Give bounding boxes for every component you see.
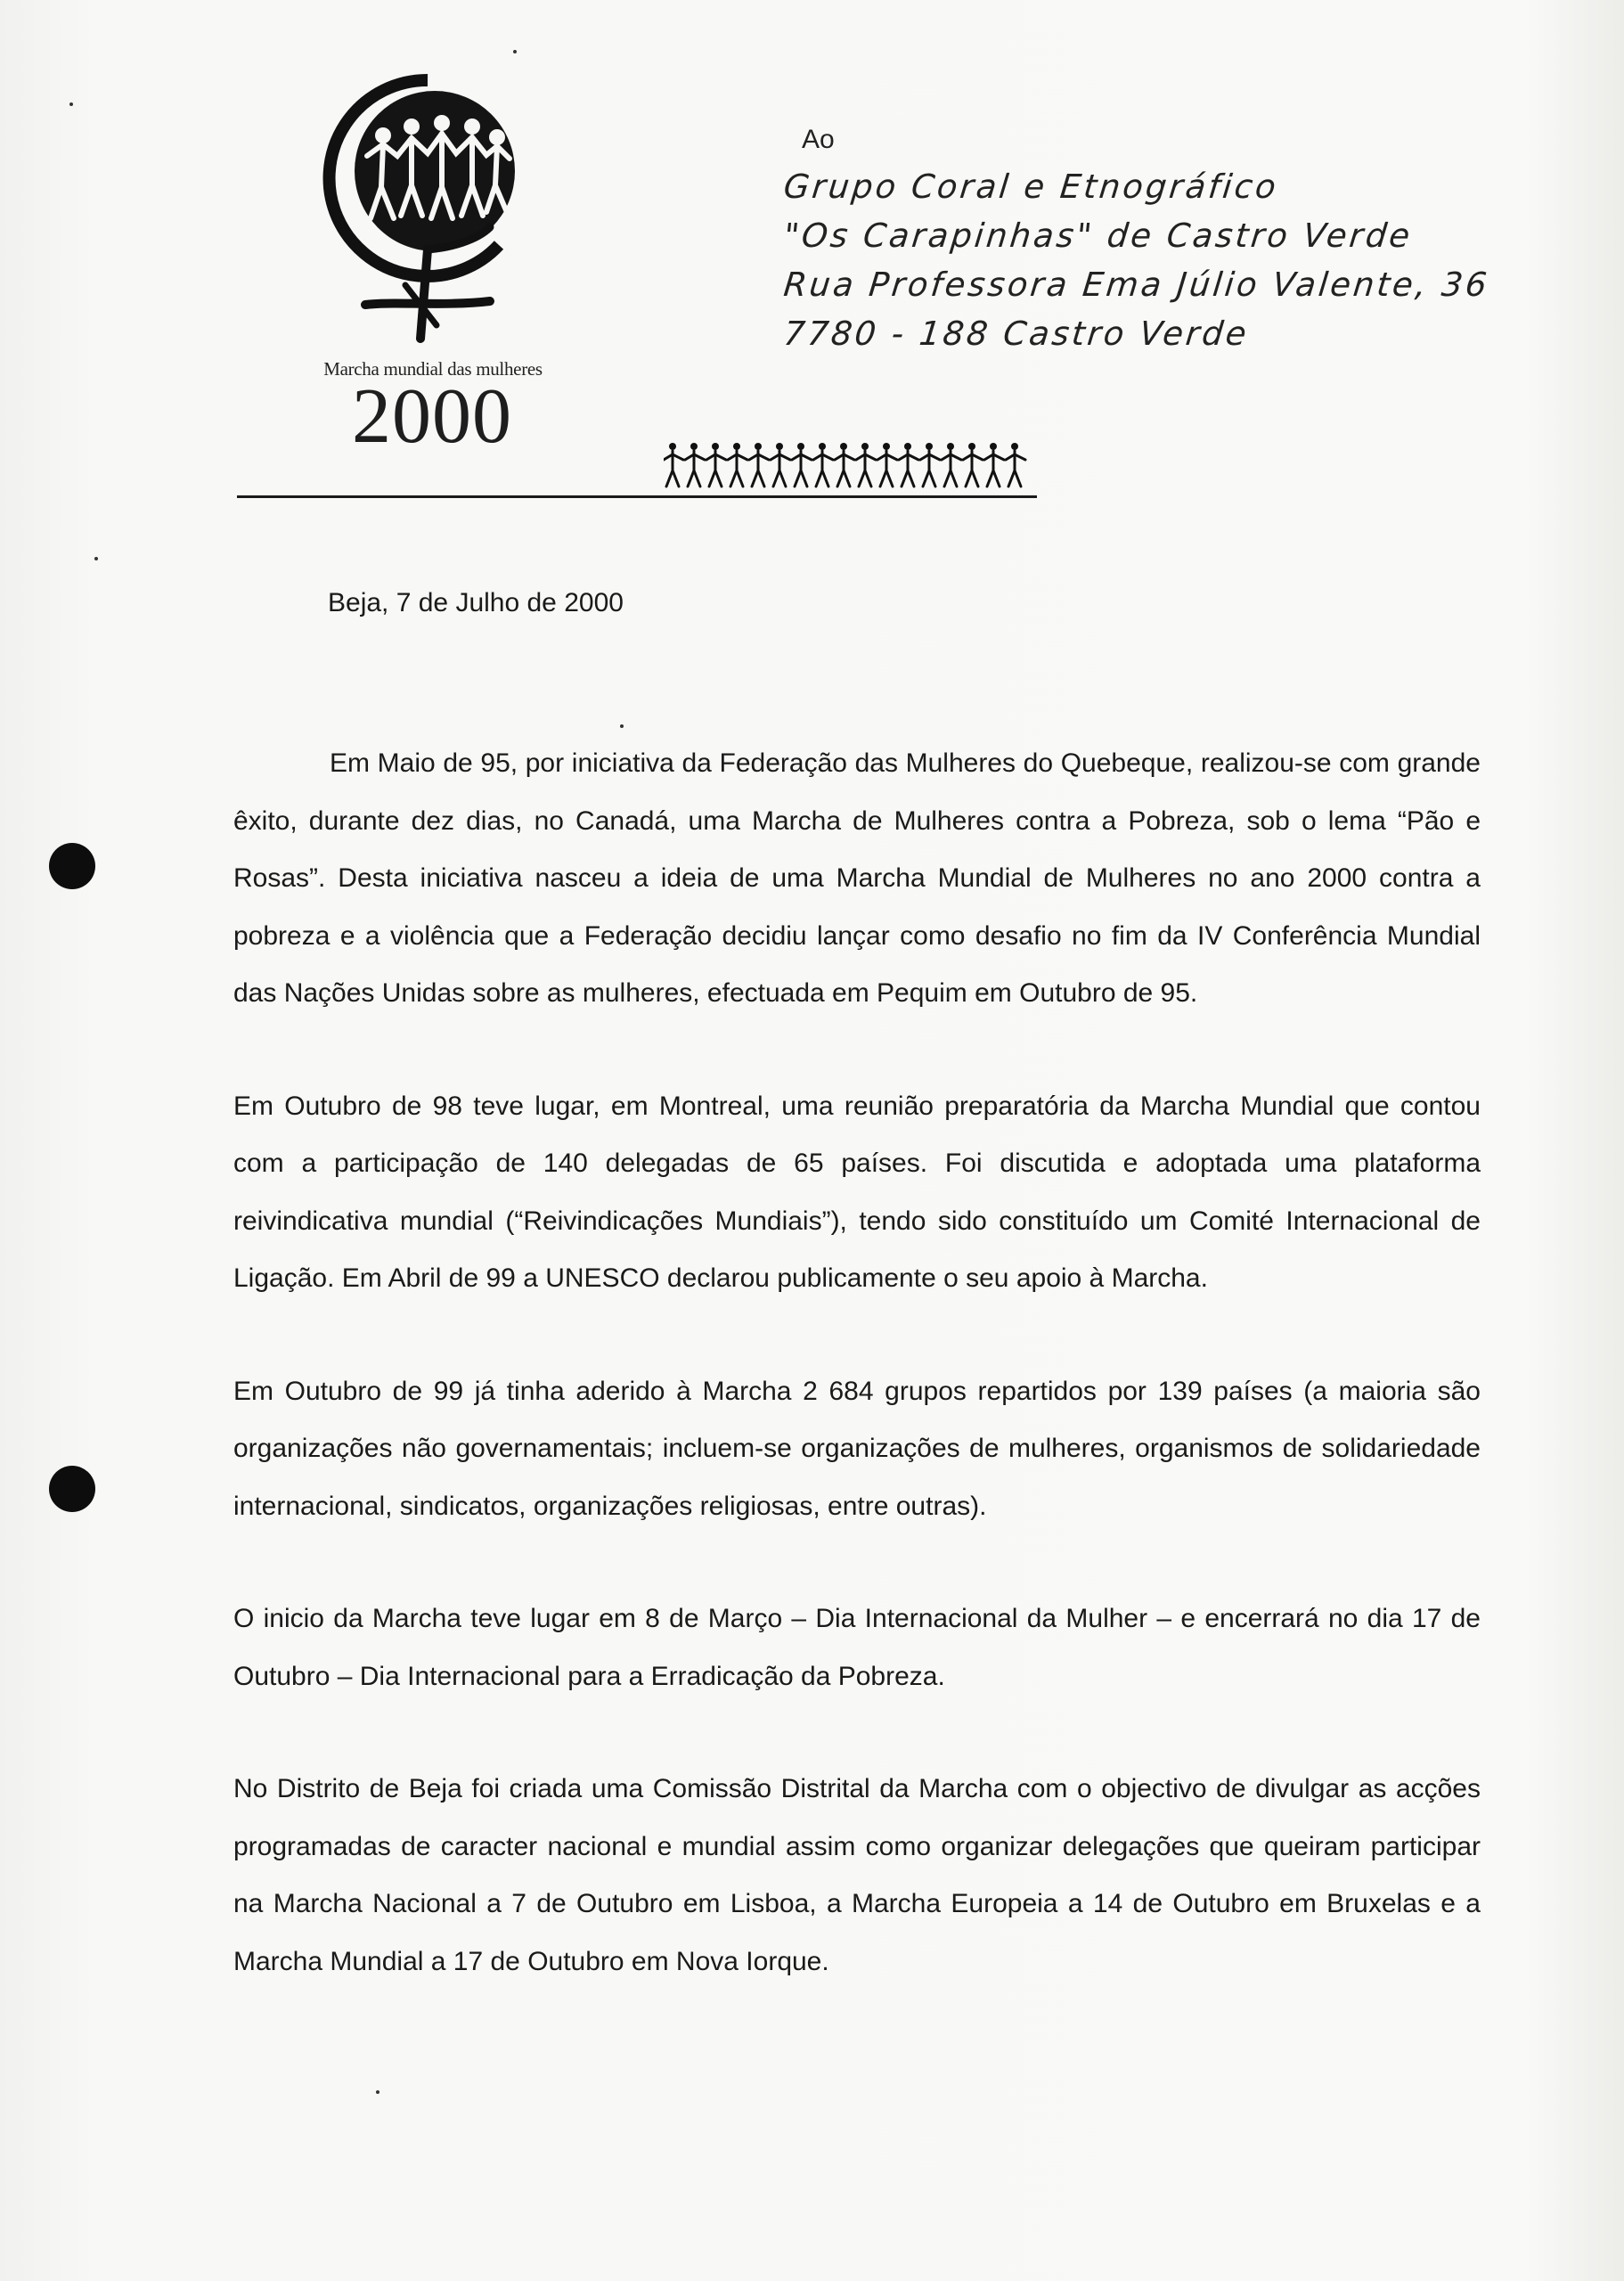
marching-figure [856,451,876,486]
paper-speck [94,557,98,560]
marching-figure [771,451,790,486]
body-paragraph: Em Outubro de 99 já tinha aderido à Marcha 2 684 grupos repartidos por 139 países (a maioria são organizações não governamentais; incluem-se organizações de mulheres, organismos de solidariedade internacional, sindicatos, organizações religiosas, entre outras). [233,1376,1481,1521]
marching-figure-head [669,443,676,450]
marching-figure-head [797,443,804,450]
letter-date: Beja, 7 de Julho de 2000 [328,588,624,617]
paper-speck [69,102,73,106]
body-paragraph: No Distrito de Beja foi criada uma Comissão Distrital da Marcha com o objectivo de divulgar as acções programadas de caracter nacional e mundial assim como organizar delegações que queiram participar na Marcha Nacional a 7 de Outubro em Lisboa, a Marcha Europeia a 14 de Outubro em Bruxelas e a Marcha Mundial a 17 de Outubro em Nova Iorque. [233,1774,1481,1976]
marching-figure-head [1011,443,1018,450]
marching-figure [792,451,812,486]
punch-hole [49,843,95,889]
body-paragraph: O inicio da Marcha teve lugar em 8 de Março – Dia Internacional da Mulher – e encerrará no dia 17 de Outubro – Dia Internacional para a Erradicação da Pobreza. [233,1604,1481,1691]
body-paragraph: Em Outubro de 98 teve lugar, em Montreal, uma reunião preparatória da Marcha Mundial que contou com a participação de 140 delegadas de 65 países. Foi discutida e adoptada uma plataforma reivindicativa mundial (“Reivindicações Mundiais”), tendo sido constituído um Comité Internacional de Ligação. Em Abril de 99 a UNESCO declarou publicamente o seu apoio à Marcha. [233,1091,1481,1293]
punch-hole [49,1466,95,1512]
logo-year: 2000 [352,373,512,460]
body-paragraph: Em Maio de 95, por iniciativa da Federação das Mulheres do Quebeque, realizou-se com grande êxito, durante dez dias, no Canadá, uma Marcha de Mulheres contra a Pobreza, sob o lema “Pão e Rosas”. Desta iniciativa nasceu a ideia de uma Marcha Mundial de Mulheres no ano 2000 contra a pobreza e a violência que a Federação decidiu lançar como desafio no fim da IV Conferência Mundial das Nações Unidas sobre as mulheres, efectuada em Pequim em Outubro de 95. [233,748,1481,1008]
marching-figure-head [947,443,954,450]
marching-figure-head [819,443,826,450]
marching-figure [685,451,705,486]
marching-figure-head [690,443,698,450]
marching-figure [942,451,961,486]
marching-figure [706,451,726,486]
marching-figure-head [926,443,933,450]
paper-speck [513,50,517,53]
marching-figure-head [861,443,869,450]
marching-figure [664,451,683,486]
marching-figure-head [712,443,719,450]
marching-figure [835,451,854,486]
address-line: Grupo Coral e Etnográfico [781,168,1281,206]
marching-figure [749,451,769,486]
marching-figure-head [904,443,911,450]
paper-speck [376,2090,379,2094]
marching-figure [813,451,833,486]
address-line: 7780 - 188 Castro Verde [781,315,1251,353]
marching-figure [728,451,747,486]
address-line: Rua Professora Ema Júlio Valente, 36 [781,266,1491,304]
marching-figure [920,451,940,486]
marching-figure [984,451,1004,486]
recipient-address [781,125,1612,358]
marching-figures-icon [664,440,1038,490]
marching-figure-head [883,443,890,450]
marching-figure [1006,451,1025,486]
address-salutation: Ao [802,125,835,154]
marching-figure [963,451,983,486]
marching-figure-head [776,443,783,450]
marching-figure-head [755,443,762,450]
marching-figure-head [733,443,740,450]
marching-figure [899,451,918,486]
marching-figure-head [990,443,997,450]
marching-figure [877,451,897,486]
letter-body [233,735,1481,2046]
header-rule [237,495,1037,498]
address-line: "Os Carapinhas" de Castro Verde [781,217,1415,255]
marching-figure-head [968,443,975,450]
marching-figure-head [840,443,847,450]
logo-caption: Marcha mundial das mulheres [323,358,543,380]
paper-speck [620,724,624,728]
